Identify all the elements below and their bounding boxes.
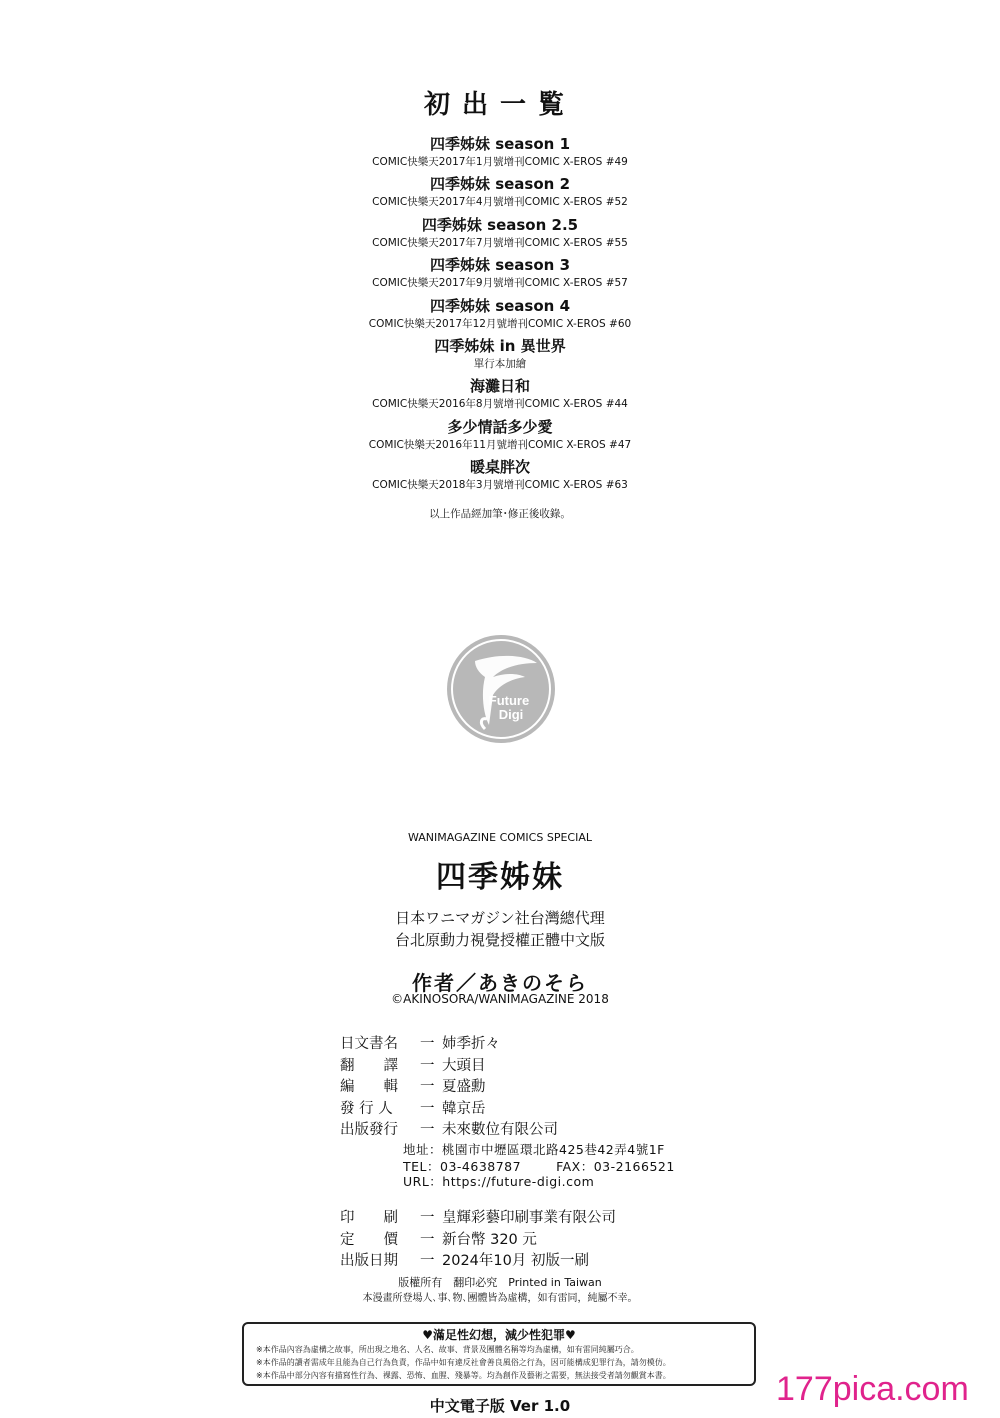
entry-source: COMIC快樂天2017年1月號增刊COMIC X-EROS #49 [372, 156, 628, 168]
copyright: ©AKINOSORA/WANIMAGAZINE 2018 [391, 992, 609, 1006]
book-title: 四季姊妹 [436, 860, 564, 895]
version-label: 中文電子版 Ver 1.0 [429, 1397, 571, 1415]
credit-label: 翻 譯 [340, 1057, 398, 1074]
credit-row [340, 1075, 486, 1096]
credit-value: 未來數位有限公司 [442, 1122, 558, 1138]
watermark: 177pica.com [776, 1370, 969, 1408]
entry-title: 暖桌胖次 [469, 458, 530, 477]
credit-label: 出版日期 [340, 1253, 398, 1269]
rights-statement: 版權所有 翻印必究 Printed in Taiwan [398, 1276, 602, 1289]
first-appearance-entry [0, 134, 1000, 170]
credit-value: 夏盛勳 [442, 1079, 486, 1095]
first-appearance-entry [0, 376, 1000, 412]
logo-text-future: Future [488, 693, 530, 708]
first-appearance-entry [0, 174, 1000, 210]
series-name: WANIMAGAZINE COMICS SPECIAL [408, 831, 592, 844]
credit-row [340, 1206, 616, 1227]
credit-label: 印 刷 [340, 1210, 398, 1226]
credit-label: 日文書名 [340, 1036, 398, 1052]
first-appearance-entry [0, 296, 1000, 332]
entry-source: COMIC快樂天2017年4月號增刊COMIC X-EROS #52 [372, 196, 628, 209]
first-appearance-entry [0, 457, 1000, 493]
notice-line: ※本作品的讀者需成年且能為自己行為負責，作品中如有違反社會善良風俗之行為，因可能構成犯罪行為，請勿模仿。 [256, 1358, 671, 1367]
credit-value: 韓京岳 [442, 1100, 486, 1117]
entry-title: 四季姊妹 season 2 [429, 175, 571, 194]
credit-label: 出版發行 [340, 1122, 398, 1138]
credit-separator: 一 [420, 1036, 435, 1052]
first-appearance-note: 以上作品經加筆･修正後收錄。 [429, 508, 571, 520]
agency-line-1: 日本ワニマガジン社台灣總代理 [395, 909, 605, 927]
address: 地址：桃園市中壢區環北路425巷42弄4號1F [403, 1142, 665, 1157]
credit-row [340, 1118, 558, 1139]
first-appearance-entry [0, 255, 1000, 291]
credit-separator: 一 [420, 1057, 435, 1074]
credit-value: 新台幣 320 元 [442, 1231, 537, 1248]
notice-title: ♥滿足性幻想，減少性犯罪♥ [422, 1328, 576, 1342]
credit-label: 定 價 [340, 1231, 398, 1248]
entry-source: COMIC快樂天2017年9月號增刊COMIC X-EROS #57 [372, 277, 628, 290]
first-appearance-entry [0, 336, 1000, 372]
entry-title: 海灘日和 [469, 377, 530, 396]
entry-title: 四季姊妹 in 異世界 [434, 337, 566, 355]
credit-label: 編 輯 [340, 1079, 398, 1095]
entry-source: 單行本加繪 [473, 358, 527, 370]
credit-separator: 一 [420, 1231, 435, 1248]
entry-title: 多少情話多少愛 [447, 417, 553, 436]
credit-separator: 一 [420, 1079, 435, 1095]
credit-row [340, 1054, 486, 1075]
credit-row [340, 1228, 537, 1249]
credit-separator: 一 [420, 1210, 435, 1226]
entry-title: 四季姊妹 season 3 [429, 256, 571, 275]
first-appearance-entry [0, 215, 1000, 251]
notice-box [242, 1322, 756, 1386]
author: 作者／あきのそら [412, 971, 588, 995]
credit-row [340, 1249, 589, 1270]
website-url: URL：https://future-digi.com [403, 1174, 595, 1189]
entry-source: COMIC快樂天2017年12月號增刊COMIC X-EROS #60 [368, 317, 632, 330]
agency-line-2: 台北原動力視覺授權正體中文版 [394, 931, 605, 949]
entry-title: 四季姊妹 season 1 [429, 135, 571, 153]
first-appearance-title: 初出一覧 [423, 90, 576, 120]
credit-label: 發 行 人 [340, 1100, 393, 1117]
future-digi-logo [445, 633, 557, 745]
credit-value: 大頭目 [442, 1057, 486, 1074]
entry-title: 四季姊妹 season 2.5 [421, 215, 579, 234]
entry-source: COMIC快樂天2016年8月號增刊COMIC X-EROS #44 [372, 398, 628, 411]
disclaimer: 本漫畫所登場人､事､物､團體皆為虛構，如有雷同，純屬不幸。 [362, 1293, 638, 1304]
credit-separator: 一 [420, 1253, 435, 1269]
entry-source: COMIC快樂天2016年11月號增刊COMIC X-EROS #47 [368, 438, 632, 451]
entry-source: COMIC快樂天2018年3月號增刊COMIC X-EROS #63 [372, 479, 628, 492]
logo-text-digi: Digi [498, 707, 524, 722]
credit-value: 姉季折々 [442, 1036, 500, 1052]
entry-title: 四季姊妹 season 4 [429, 296, 571, 315]
credit-value: 2024年10月 初版一刷 [442, 1253, 589, 1269]
credit-separator: 一 [420, 1100, 435, 1117]
first-appearance-entry [0, 417, 1000, 453]
fax: FAX：03-2166521 [556, 1159, 675, 1174]
notice-line: ※本作品中部分內容有描寫性行為、裸露、恐怖、血腥、殘暴等。均為創作及藝術之需要，無法接受者請勿觀賞本書。 [256, 1371, 671, 1380]
credit-row [340, 1097, 486, 1118]
credit-row [340, 1032, 500, 1053]
notice-line: ※本作品內容為虛構之故事，所出現之地名、人名、故事、背景及團體名稱等均為虛構，如有雷同純屬巧合。 [256, 1345, 639, 1354]
credit-value: 皇輝彩藝印刷事業有限公司 [442, 1210, 616, 1226]
entry-source: COMIC快樂天2017年7月號增刊COMIC X-EROS #55 [372, 236, 628, 249]
tel: TEL：03-4638787 [403, 1159, 522, 1174]
credit-separator: 一 [420, 1122, 435, 1138]
agency-info [0, 907, 1000, 951]
